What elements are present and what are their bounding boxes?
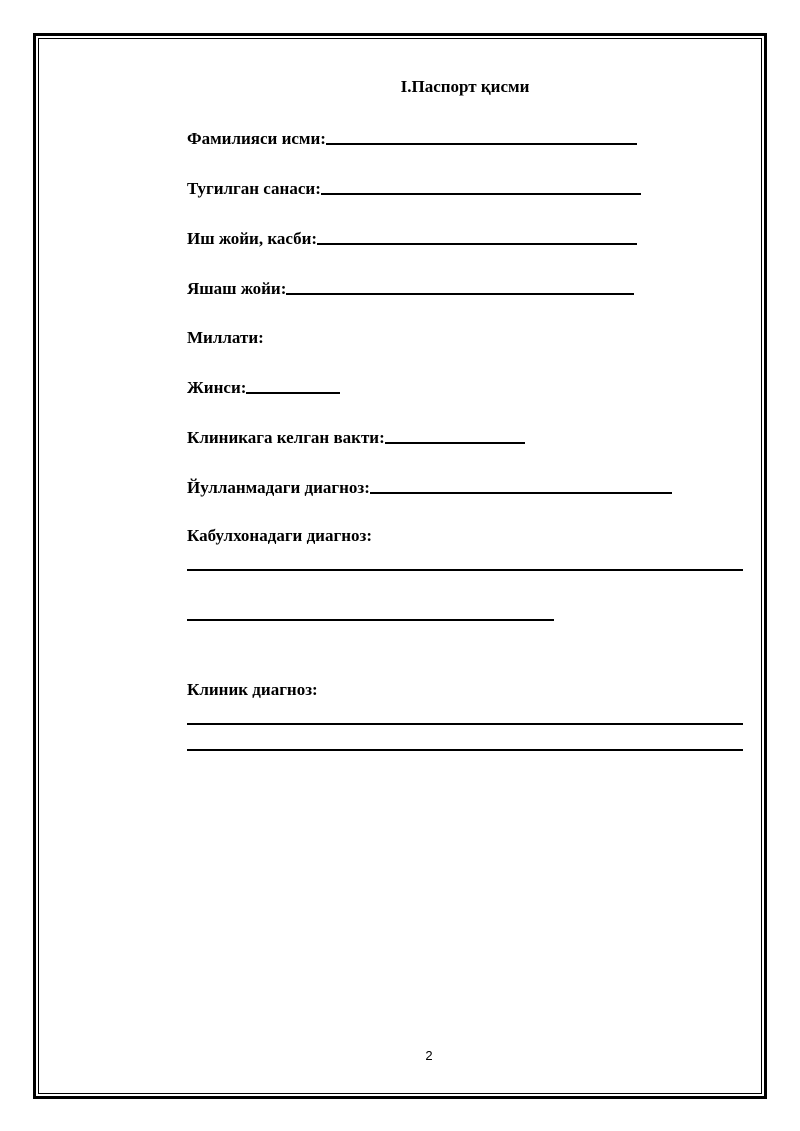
reception-diagnosis-label: Кабулхонадаги диагноз: — [187, 526, 372, 545]
residence-field — [187, 275, 634, 299]
clinical-diagnosis-line-1[interactable] — [187, 723, 743, 725]
nationality-label: Миллати: — [187, 328, 264, 347]
section-title: I.Паспорт қисми — [400, 77, 530, 96]
referral-diagnosis-input-line[interactable] — [370, 491, 672, 494]
clinical-diagnosis-label: Клиник диагноз: — [187, 680, 318, 699]
name-label: Фамилияси исми: — [187, 129, 326, 148]
residence-input-line[interactable] — [286, 292, 634, 295]
page-number: 2 — [425, 1048, 433, 1063]
birth-date-input-line[interactable] — [321, 192, 641, 195]
residence-label: Яшаш жойи: — [187, 279, 287, 298]
reception-diagnosis-line-1[interactable] — [187, 569, 743, 571]
admission-time-input-line[interactable] — [385, 441, 525, 444]
gender-field — [187, 374, 340, 398]
gender-label: Жинси: — [187, 378, 247, 397]
admission-time-label: Клиникага келган вакти: — [187, 428, 385, 447]
clinical-diagnosis-line-2[interactable] — [187, 749, 743, 751]
work-label: Иш жойи, касби: — [187, 229, 318, 248]
name-field — [187, 125, 637, 149]
reception-diagnosis-field — [187, 522, 372, 546]
birth-date-label: Тугилган санаси: — [187, 179, 321, 198]
nationality-field — [187, 324, 264, 348]
birth-date-field — [187, 175, 641, 199]
referral-diagnosis-label: Йулланмадаги диагноз: — [187, 478, 370, 497]
work-input-line[interactable] — [317, 242, 637, 245]
referral-diagnosis-field — [187, 474, 672, 498]
work-field — [187, 225, 637, 249]
name-input-line[interactable] — [326, 142, 637, 145]
gender-input-line[interactable] — [246, 391, 340, 394]
clinical-diagnosis-field — [187, 676, 318, 700]
admission-time-field — [187, 424, 525, 448]
reception-diagnosis-line-2[interactable] — [187, 619, 554, 621]
